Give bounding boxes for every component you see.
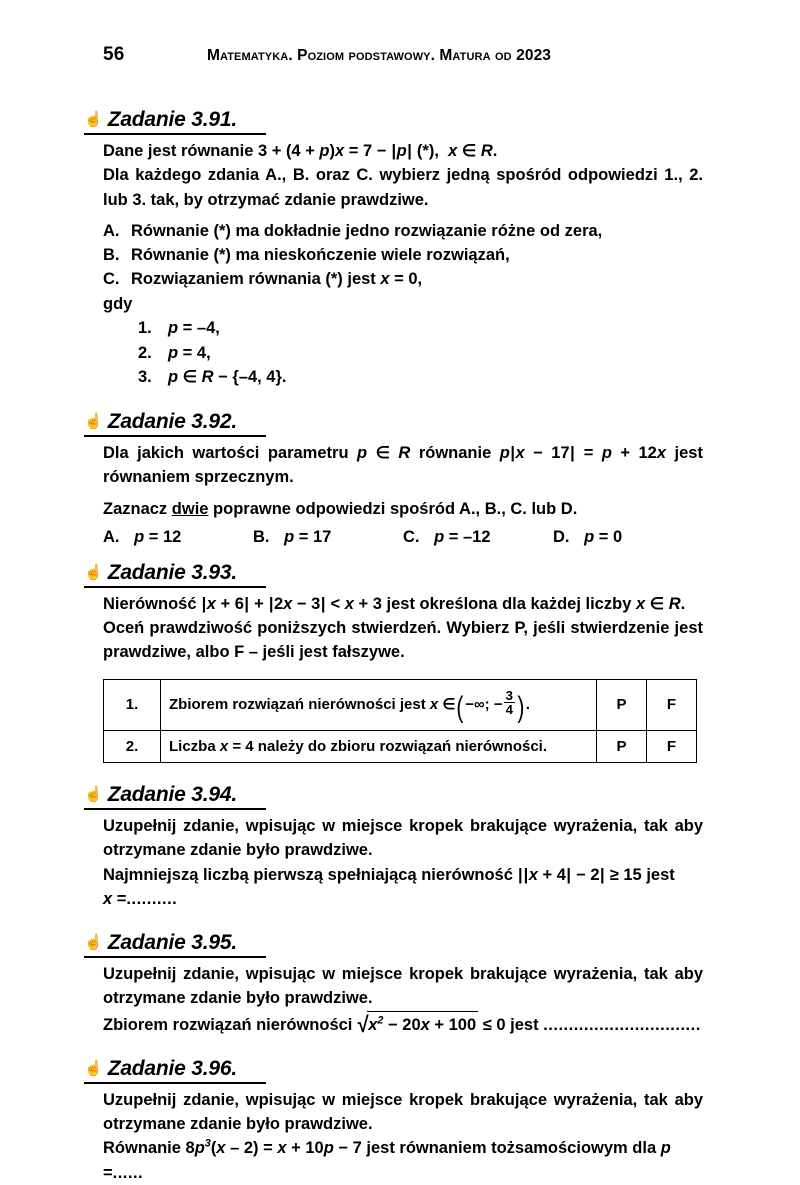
task-title: Zadanie 3.95. xyxy=(107,931,237,954)
answer-option-b xyxy=(253,528,403,547)
option-b xyxy=(103,243,703,267)
numbered-option-2 xyxy=(138,341,698,366)
task-heading xyxy=(84,783,700,810)
question-text: Dla jakich wartości parametru p ∈ R równanie p|x − 17| = p + 12x jest równaniem sprzecznym. xyxy=(103,444,703,487)
task-3-96 xyxy=(0,1057,800,1185)
answer-option-c-label: C. xyxy=(403,527,420,546)
row-false-mark[interactable]: F xyxy=(647,730,697,763)
heading-rule xyxy=(84,586,266,588)
task-instruction xyxy=(103,616,703,665)
instruction-text: Uzupełnij zdanie, wpisując w miejsce kropek brakujące wyrażenia, tak aby otrzymane zdanie było prawdziwe. xyxy=(103,1090,703,1133)
row-statement: Zbiorem rozwiązań nierówności jest x ∈(−∞; − $\frac{3}{4}$ ). xyxy=(161,679,597,730)
task-question xyxy=(103,441,703,490)
square-root-expression xyxy=(357,1011,478,1037)
answer-option-d-label: D. xyxy=(553,527,570,546)
task-sentence xyxy=(103,1136,703,1185)
row-false-mark[interactable]: F xyxy=(647,679,697,730)
sentence-text: Równanie $8p^3(x - 2) = x + 10p - 7$ jest równaniem tożsamościowym dla p =...... xyxy=(103,1137,671,1182)
option-a-text: Równanie (*) ma dokładnie jedno rozwiązanie różne od zera, xyxy=(131,221,603,240)
numbered-option-3 xyxy=(138,365,698,390)
left-paren: ( xyxy=(456,692,464,725)
fraction-denominator: 4 xyxy=(505,702,513,718)
option-b-text: Równanie (*) ma nieskończenie wiele rozwiązań, xyxy=(131,246,510,264)
table-row xyxy=(104,730,697,763)
answer-dots[interactable]: ...... xyxy=(112,1163,144,1182)
task-equation-line: Dane jest równanie 3 + (4 + p)x = 7 − |p| (*), x ∈ R. xyxy=(103,142,498,160)
heading-rule xyxy=(84,956,266,958)
fraction-three-quarters xyxy=(504,689,515,717)
instruction-prefix: Zaznacz xyxy=(103,499,172,518)
radicand: $x^2 - 20x + 100$ xyxy=(367,1011,478,1037)
numbered-option-3-text: p ∈ R − {–4, 4}. xyxy=(168,368,287,387)
fraction-numerator: 3 xyxy=(505,687,513,703)
true-false-table xyxy=(103,679,697,764)
interval-sign: − xyxy=(493,695,503,713)
pointing-hand-icon: ☝ xyxy=(84,1059,103,1077)
instruction-text: Uzupełnij zdanie, wpisując w miejsce kropek brakujące wyrażenia, tak aby otrzymane zdanie było prawdziwe. xyxy=(103,817,703,860)
answer-option-a xyxy=(103,528,253,547)
numbered-option-2-text: p = 4, xyxy=(168,343,211,362)
answer-option-b-label: B. xyxy=(253,527,270,546)
sentence-text: Najmniejszą liczbą pierwszą spełniającą nierówność ||x + 4| − 2| ≥ 15 jest xyxy=(103,865,675,884)
instruction-text xyxy=(103,497,703,521)
sentence-suffix: ≤ 0 jest xyxy=(482,1015,539,1034)
task-heading xyxy=(84,410,700,437)
heading-rule xyxy=(84,435,266,437)
task-3-95 xyxy=(0,931,800,1037)
answer-options-row xyxy=(103,528,703,547)
option-b-label: B. xyxy=(103,246,120,264)
heading-rule xyxy=(84,1082,266,1084)
table-row xyxy=(104,679,697,730)
answer-option-a-value: p = 12 xyxy=(134,527,182,546)
instruction-text: Oceń prawdziwość poniższych stwierdzeń. Wybierz P, jeśli stwierdzenie jest prawdziwe, albo F – jeśli jest fałszywe. xyxy=(103,619,703,662)
pointing-hand-icon: ☝ xyxy=(84,786,103,803)
task-sentence xyxy=(103,863,703,887)
answer-option-d xyxy=(553,528,703,547)
instruction-text: Dla każdego zdania A., B. oraz C. wybierz jedną spośród odpowiedzi 1., 2. lub 3. tak, by otrzymać zdanie prawdziwe. xyxy=(103,166,703,209)
row-statement: Liczba x = 4 należy do zbioru rozwiązań nierówności. xyxy=(161,730,597,763)
answer-dots[interactable]: .......... xyxy=(126,889,178,908)
option-c-label: C. xyxy=(103,270,120,289)
task-instruction xyxy=(103,163,703,212)
task-statement xyxy=(103,592,703,616)
task-answer-line xyxy=(103,887,703,911)
task-title: Zadanie 3.94. xyxy=(107,783,237,806)
task-sentence xyxy=(103,1011,703,1037)
pointing-hand-icon: ☝ xyxy=(84,563,103,581)
task-instruction xyxy=(103,1088,703,1137)
task-intro xyxy=(103,139,703,163)
numbered-option-2-label: 2. xyxy=(138,343,152,362)
answer-option-d-value: p = 0 xyxy=(584,527,623,546)
row-true-mark[interactable]: P xyxy=(597,679,647,730)
numbered-option-1-label: 1. xyxy=(138,318,152,337)
task-title: Zadanie 3.93. xyxy=(107,560,237,584)
row-index: 2. xyxy=(104,730,161,763)
gdy-text: gdy xyxy=(103,294,133,313)
heading-rule xyxy=(84,133,266,135)
numbered-option-1 xyxy=(138,316,698,341)
sentence-text xyxy=(103,1011,703,1037)
radical-sign: √ xyxy=(357,1012,369,1038)
task-title: Zadanie 3.92. xyxy=(107,410,237,433)
task-heading xyxy=(84,931,700,958)
instruction-suffix: poprawne odpowiedzi spośród A., B., C. lub D. xyxy=(208,499,578,518)
task-3-93 xyxy=(0,561,800,763)
answer-option-a-label: A. xyxy=(103,527,120,546)
task-3-94 xyxy=(0,783,800,911)
right-paren: ) xyxy=(517,692,525,725)
task-title: Zadanie 3.96. xyxy=(107,1056,237,1080)
task-3-92 xyxy=(0,410,800,547)
pointing-hand-icon: ☝ xyxy=(84,934,103,951)
answer-option-c xyxy=(403,528,553,547)
gdy-line xyxy=(103,292,703,316)
statement-text: Nierówność |x + 6| + |2x − 3| < x + 3 jest określona dla każdej liczby x ∈ R. xyxy=(103,594,686,613)
answer-line: x =.......... xyxy=(103,889,178,908)
task-heading xyxy=(84,561,700,588)
task-heading xyxy=(84,1057,700,1084)
numbered-option-1-text: p = –4, xyxy=(168,318,220,337)
page-number: 56 xyxy=(103,44,125,65)
option-a xyxy=(103,219,703,243)
row-index: 1. xyxy=(104,679,161,730)
header-title: Matematyka. Poziom podstawowy. Matura od 2023 xyxy=(207,47,552,64)
task-instruction xyxy=(103,962,703,1011)
task-3-91 xyxy=(0,108,800,390)
interval-left: −∞; xyxy=(465,695,490,713)
pointing-hand-icon: ☝ xyxy=(84,413,103,430)
answer-dots[interactable]: ............................... xyxy=(543,1015,701,1034)
task-instruction xyxy=(103,814,703,863)
instruction-underlined-word: dwie xyxy=(171,499,209,518)
numbered-option-3-label: 3. xyxy=(138,368,152,387)
row-true-mark[interactable]: P xyxy=(597,730,647,763)
task-title: Zadanie 3.91. xyxy=(107,108,237,131)
option-c-text: Rozwiązaniem równania (*) jest x = 0, xyxy=(131,270,423,289)
answer-option-c-value: p = –12 xyxy=(434,527,491,546)
option-a-label: A. xyxy=(103,221,120,240)
sentence-prefix: Zbiorem rozwiązań nierówności xyxy=(103,1015,353,1034)
pointing-hand-icon: ☝ xyxy=(84,111,103,128)
answer-option-b-value: p = 17 xyxy=(284,527,332,546)
heading-rule xyxy=(84,808,266,810)
instruction-text: Uzupełnij zdanie, wpisując w miejsce kropek brakujące wyrażenia, tak aby otrzymane zdanie było prawdziwe. xyxy=(103,965,703,1008)
page-content xyxy=(0,108,800,1185)
task-instruction xyxy=(103,497,703,521)
option-c xyxy=(103,267,703,291)
page-header xyxy=(0,44,800,70)
task-heading xyxy=(84,108,700,135)
